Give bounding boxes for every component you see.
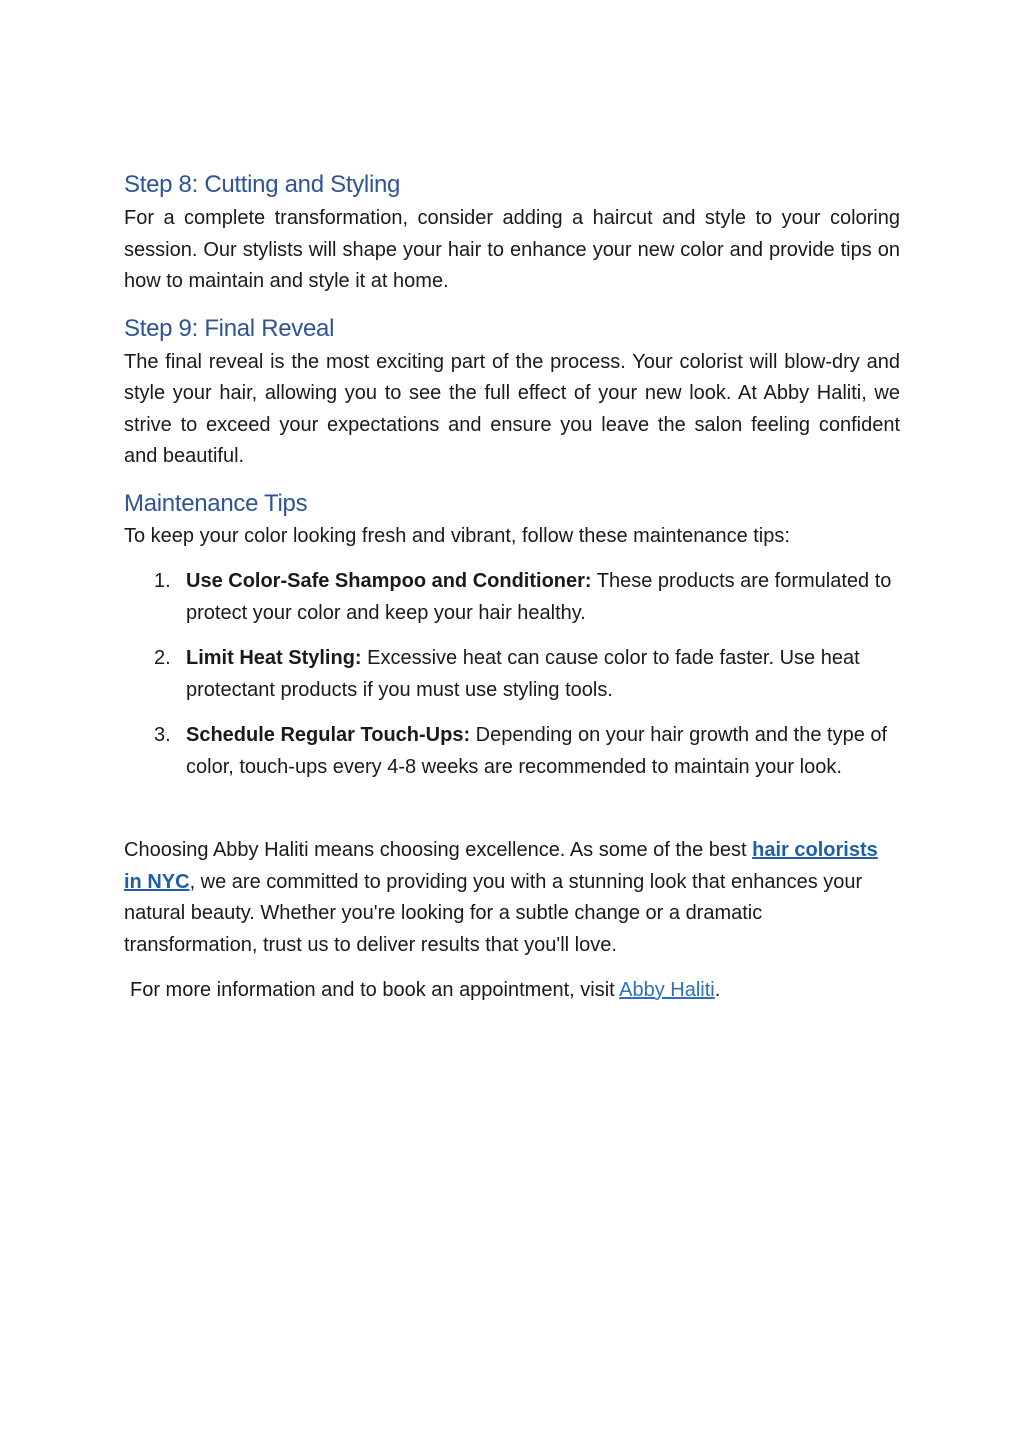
- list-item: [124, 566, 900, 629]
- abby-haliti-link[interactable]: Abby Haliti: [619, 979, 715, 1001]
- step-8-section: [124, 168, 900, 298]
- closing-text-start: Choosing Abby Haliti means choosing excellence. As some of the best: [124, 839, 753, 861]
- visit-paragraph: [124, 975, 900, 1007]
- maintenance-section: [124, 487, 900, 784]
- list-item-text: Excessive heat can cause color to fade faster. Use heat protectant products if you must use styling tools.: [186, 647, 860, 701]
- visit-text-end: .: [714, 979, 721, 1001]
- step-8-heading: Step 8: Cutting and Styling: [124, 171, 401, 198]
- list-item: [124, 720, 900, 783]
- list-item-number: 2.: [154, 647, 171, 669]
- closing-text-end: , we are committed to providing you with a stunning look that enhances your natural beauty. Whether you're looking for a subtle change or a dramatic transformation, trust us to deliver results that you'll love.: [124, 870, 863, 956]
- visit-text-start: For more information and to book an appointment, visit: [130, 979, 620, 1001]
- list-item-bold-label: Schedule Regular Touch-Ups:: [186, 724, 471, 746]
- list-item-number: 3.: [154, 724, 171, 746]
- list-item-text: Depending on your hair growth and the type of color, touch-ups every 4-8 weeks are recommended to maintain your look.: [186, 724, 888, 778]
- closing-paragraph: [124, 835, 900, 961]
- document-page: [124, 168, 900, 1007]
- maintenance-tips-list: [124, 566, 900, 783]
- list-item-text: These products are formulated to protect your color and keep your hair healthy.: [186, 570, 892, 624]
- step-9-heading: Step 9: Final Reveal: [124, 314, 335, 342]
- hair-colorists-link[interactable]: hair colorists in NYC: [124, 839, 878, 893]
- list-item-bold-label: Use Color-Safe Shampoo and Conditioner:: [186, 570, 592, 592]
- list-item: [124, 643, 900, 706]
- maintenance-heading: Maintenance Tips: [124, 489, 308, 517]
- step-9-section: [124, 312, 900, 473]
- list-item-number: 1.: [154, 570, 171, 592]
- list-item-bold-label: Limit Heat Styling:: [186, 647, 362, 669]
- maintenance-intro: To keep your color looking fresh and vibrant, follow these maintenance tips:: [124, 524, 790, 547]
- step-9-paragraph: The final reveal is the most exciting part of the process. Your colorist will blow-dry and style your hair, allowing you to see the full effect of your new look. At Abby Haliti, we strive to exceed your expectations and ensure you leave the salon feeling confident and beautiful.: [124, 350, 900, 467]
- step-8-paragraph: For a complete transformation, consider adding a haircut and style to your coloring session. Our stylists will shape your hair to enhance your new color and provide tips on how to maintain and style it at home.: [124, 207, 900, 292]
